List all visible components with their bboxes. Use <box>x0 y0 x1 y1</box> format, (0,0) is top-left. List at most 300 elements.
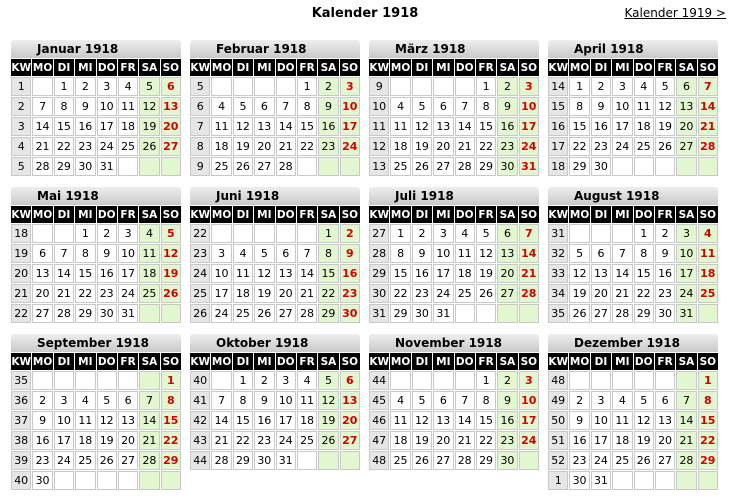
day-cell[interactable]: 28 <box>519 284 539 303</box>
day-cell[interactable]: 23 <box>569 451 589 470</box>
day-cell[interactable]: 8 <box>54 97 74 116</box>
day-cell[interactable]: 11 <box>634 97 654 116</box>
day-cell[interactable]: 17 <box>340 117 360 136</box>
day-cell[interactable]: 6 <box>591 244 611 263</box>
day-cell[interactable]: 21 <box>612 284 632 303</box>
day-cell[interactable]: 18 <box>297 411 317 430</box>
day-cell[interactable]: 30 <box>591 157 611 176</box>
day-cell[interactable]: 4 <box>233 244 253 263</box>
day-cell[interactable]: 10 <box>276 391 296 410</box>
day-cell[interactable]: 18 <box>233 284 253 303</box>
day-cell[interactable]: 21 <box>455 137 475 156</box>
day-cell[interactable]: 16 <box>497 117 517 136</box>
day-cell[interactable]: 10 <box>118 244 138 263</box>
day-cell[interactable]: 3 <box>676 224 696 243</box>
day-cell[interactable]: 20 <box>433 431 453 450</box>
day-cell[interactable]: 27 <box>433 157 453 176</box>
day-cell[interactable]: 20 <box>118 431 138 450</box>
day-cell[interactable]: 26 <box>569 304 589 323</box>
day-cell[interactable]: 5 <box>318 371 338 390</box>
day-cell[interactable]: 5 <box>161 224 181 243</box>
day-cell[interactable]: 19 <box>318 411 338 430</box>
day-cell[interactable]: 29 <box>233 451 253 470</box>
day-cell[interactable]: 5 <box>254 244 274 263</box>
day-cell[interactable]: 26 <box>161 284 181 303</box>
day-cell[interactable]: 24 <box>211 304 231 323</box>
day-cell[interactable]: 29 <box>476 157 496 176</box>
day-cell[interactable]: 22 <box>569 137 589 156</box>
day-cell[interactable]: 10 <box>612 97 632 116</box>
day-cell[interactable]: 2 <box>97 224 117 243</box>
day-cell[interactable]: 5 <box>476 224 496 243</box>
day-cell[interactable]: 28 <box>297 304 317 323</box>
day-cell[interactable]: 9 <box>412 244 432 263</box>
day-cell[interactable]: 14 <box>297 264 317 283</box>
day-cell[interactable]: 7 <box>297 244 317 263</box>
day-cell[interactable]: 23 <box>32 451 52 470</box>
day-cell[interactable]: 19 <box>476 264 496 283</box>
day-cell[interactable]: 16 <box>97 264 117 283</box>
day-cell[interactable]: 20 <box>254 137 274 156</box>
day-cell[interactable]: 14 <box>276 117 296 136</box>
day-cell[interactable]: 6 <box>655 391 675 410</box>
day-cell[interactable]: 15 <box>634 264 654 283</box>
day-cell[interactable]: 7 <box>32 97 52 116</box>
day-cell[interactable]: 11 <box>118 97 138 116</box>
day-cell[interactable]: 25 <box>634 137 654 156</box>
day-cell[interactable]: 23 <box>97 284 117 303</box>
day-cell[interactable]: 25 <box>390 451 410 470</box>
day-cell[interactable]: 18 <box>698 264 718 283</box>
day-cell[interactable]: 9 <box>340 244 360 263</box>
day-cell[interactable]: 7 <box>455 391 475 410</box>
day-cell[interactable]: 3 <box>612 77 632 96</box>
day-cell[interactable]: 9 <box>569 411 589 430</box>
day-cell[interactable]: 24 <box>118 284 138 303</box>
day-cell[interactable]: 22 <box>233 431 253 450</box>
day-cell[interactable]: 2 <box>318 77 338 96</box>
day-cell[interactable]: 15 <box>297 117 317 136</box>
day-cell[interactable]: 22 <box>476 137 496 156</box>
day-cell[interactable]: 15 <box>390 264 410 283</box>
day-cell[interactable]: 24 <box>519 137 539 156</box>
day-cell[interactable]: 9 <box>75 97 95 116</box>
day-cell[interactable]: 3 <box>519 371 539 390</box>
day-cell[interactable]: 10 <box>519 97 539 116</box>
day-cell[interactable]: 15 <box>476 411 496 430</box>
day-cell[interactable]: 21 <box>139 431 159 450</box>
day-cell[interactable]: 11 <box>139 244 159 263</box>
day-cell[interactable]: 31 <box>676 304 696 323</box>
day-cell[interactable]: 13 <box>676 97 696 116</box>
day-cell[interactable]: 13 <box>276 264 296 283</box>
day-cell[interactable]: 27 <box>161 137 181 156</box>
day-cell[interactable]: 8 <box>233 391 253 410</box>
day-cell[interactable]: 12 <box>634 411 654 430</box>
day-cell[interactable]: 14 <box>519 244 539 263</box>
day-cell[interactable]: 6 <box>276 244 296 263</box>
day-cell[interactable]: 14 <box>211 411 231 430</box>
day-cell[interactable]: 14 <box>455 117 475 136</box>
day-cell[interactable]: 11 <box>233 264 253 283</box>
day-cell[interactable]: 26 <box>139 137 159 156</box>
day-cell[interactable]: 30 <box>412 304 432 323</box>
day-cell[interactable]: 12 <box>254 264 274 283</box>
day-cell[interactable]: 9 <box>318 97 338 116</box>
day-cell[interactable]: 26 <box>655 137 675 156</box>
day-cell[interactable]: 27 <box>676 137 696 156</box>
day-cell[interactable]: 13 <box>161 97 181 116</box>
day-cell[interactable]: 21 <box>211 431 231 450</box>
day-cell[interactable]: 11 <box>211 117 231 136</box>
day-cell[interactable]: 10 <box>340 97 360 116</box>
day-cell[interactable]: 21 <box>519 264 539 283</box>
day-cell[interactable]: 26 <box>634 451 654 470</box>
day-cell[interactable]: 12 <box>569 264 589 283</box>
day-cell[interactable]: 16 <box>75 117 95 136</box>
day-cell[interactable]: 10 <box>676 244 696 263</box>
day-cell[interactable]: 24 <box>676 284 696 303</box>
day-cell[interactable]: 24 <box>340 137 360 156</box>
day-cell[interactable]: 21 <box>455 431 475 450</box>
day-cell[interactable]: 16 <box>254 411 274 430</box>
day-cell[interactable]: 19 <box>254 284 274 303</box>
day-cell[interactable]: 25 <box>612 451 632 470</box>
day-cell[interactable]: 17 <box>519 117 539 136</box>
day-cell[interactable]: 25 <box>698 284 718 303</box>
day-cell[interactable]: 13 <box>254 117 274 136</box>
day-cell[interactable]: 4 <box>634 77 654 96</box>
day-cell[interactable]: 27 <box>254 157 274 176</box>
day-cell[interactable]: 17 <box>591 431 611 450</box>
day-cell[interactable]: 25 <box>297 431 317 450</box>
day-cell[interactable]: 2 <box>569 391 589 410</box>
day-cell[interactable]: 14 <box>612 264 632 283</box>
day-cell[interactable]: 1 <box>318 224 338 243</box>
day-cell[interactable]: 11 <box>75 411 95 430</box>
day-cell[interactable]: 25 <box>233 304 253 323</box>
day-cell[interactable]: 10 <box>54 411 74 430</box>
day-cell[interactable]: 2 <box>412 224 432 243</box>
day-cell[interactable]: 8 <box>634 244 654 263</box>
day-cell[interactable]: 18 <box>612 431 632 450</box>
day-cell[interactable]: 4 <box>118 77 138 96</box>
day-cell[interactable]: 22 <box>476 431 496 450</box>
day-cell[interactable]: 8 <box>698 391 718 410</box>
day-cell[interactable]: 17 <box>276 411 296 430</box>
day-cell[interactable]: 22 <box>698 431 718 450</box>
day-cell[interactable]: 29 <box>54 157 74 176</box>
day-cell[interactable]: 4 <box>139 224 159 243</box>
day-cell[interactable]: 28 <box>698 137 718 156</box>
day-cell[interactable]: 9 <box>497 97 517 116</box>
day-cell[interactable]: 7 <box>54 244 74 263</box>
day-cell[interactable]: 23 <box>655 284 675 303</box>
day-cell[interactable]: 27 <box>591 304 611 323</box>
day-cell[interactable]: 15 <box>161 411 181 430</box>
day-cell[interactable]: 21 <box>276 137 296 156</box>
day-cell[interactable]: 27 <box>340 431 360 450</box>
day-cell[interactable]: 14 <box>698 97 718 116</box>
day-cell[interactable]: 7 <box>455 97 475 116</box>
day-cell[interactable]: 6 <box>497 224 517 243</box>
day-cell[interactable]: 30 <box>32 471 52 490</box>
day-cell[interactable]: 6 <box>340 371 360 390</box>
day-cell[interactable]: 13 <box>118 411 138 430</box>
day-cell[interactable]: 17 <box>612 117 632 136</box>
day-cell[interactable]: 1 <box>75 224 95 243</box>
day-cell[interactable]: 6 <box>433 97 453 116</box>
day-cell[interactable]: 20 <box>276 284 296 303</box>
day-cell[interactable]: 4 <box>390 391 410 410</box>
day-cell[interactable]: 9 <box>97 244 117 263</box>
day-cell[interactable]: 19 <box>569 284 589 303</box>
day-cell[interactable]: 7 <box>139 391 159 410</box>
day-cell[interactable]: 23 <box>340 284 360 303</box>
day-cell[interactable]: 20 <box>433 137 453 156</box>
day-cell[interactable]: 3 <box>211 244 231 263</box>
day-cell[interactable]: 3 <box>54 391 74 410</box>
day-cell[interactable]: 15 <box>476 117 496 136</box>
day-cell[interactable]: 13 <box>655 411 675 430</box>
day-cell[interactable]: 28 <box>276 157 296 176</box>
day-cell[interactable]: 9 <box>497 391 517 410</box>
day-cell[interactable]: 5 <box>569 244 589 263</box>
day-cell[interactable]: 18 <box>390 137 410 156</box>
day-cell[interactable]: 19 <box>634 431 654 450</box>
day-cell[interactable]: 12 <box>97 411 117 430</box>
day-cell[interactable]: 30 <box>497 451 517 470</box>
day-cell[interactable]: 23 <box>412 284 432 303</box>
day-cell[interactable]: 12 <box>161 244 181 263</box>
day-cell[interactable]: 18 <box>455 264 475 283</box>
day-cell[interactable]: 11 <box>698 244 718 263</box>
day-cell[interactable]: 21 <box>297 284 317 303</box>
day-cell[interactable]: 8 <box>297 97 317 116</box>
day-cell[interactable]: 8 <box>161 391 181 410</box>
day-cell[interactable]: 15 <box>569 117 589 136</box>
day-cell[interactable]: 29 <box>476 451 496 470</box>
day-cell[interactable]: 24 <box>54 451 74 470</box>
day-cell[interactable]: 12 <box>655 97 675 116</box>
day-cell[interactable]: 3 <box>118 224 138 243</box>
day-cell[interactable]: 17 <box>211 284 231 303</box>
day-cell[interactable]: 22 <box>75 284 95 303</box>
day-cell[interactable]: 28 <box>139 451 159 470</box>
day-cell[interactable]: 29 <box>390 304 410 323</box>
day-cell[interactable]: 20 <box>655 431 675 450</box>
day-cell[interactable]: 12 <box>233 117 253 136</box>
day-cell[interactable]: 3 <box>433 224 453 243</box>
day-cell[interactable]: 28 <box>676 451 696 470</box>
day-cell[interactable]: 19 <box>412 137 432 156</box>
day-cell[interactable]: 7 <box>698 77 718 96</box>
day-cell[interactable]: 27 <box>655 451 675 470</box>
day-cell[interactable]: 19 <box>655 117 675 136</box>
day-cell[interactable]: 25 <box>75 451 95 470</box>
day-cell[interactable]: 21 <box>54 284 74 303</box>
day-cell[interactable]: 27 <box>497 284 517 303</box>
day-cell[interactable]: 10 <box>519 391 539 410</box>
day-cell[interactable]: 16 <box>318 117 338 136</box>
day-cell[interactable]: 16 <box>412 264 432 283</box>
day-cell[interactable]: 1 <box>233 371 253 390</box>
day-cell[interactable]: 24 <box>97 137 117 156</box>
day-cell[interactable]: 1 <box>54 77 74 96</box>
day-cell[interactable]: 20 <box>32 284 52 303</box>
day-cell[interactable]: 25 <box>211 157 231 176</box>
day-cell[interactable]: 16 <box>497 411 517 430</box>
day-cell[interactable]: 16 <box>569 431 589 450</box>
day-cell[interactable]: 20 <box>161 117 181 136</box>
day-cell[interactable]: 30 <box>254 451 274 470</box>
day-cell[interactable]: 5 <box>655 77 675 96</box>
day-cell[interactable]: 27 <box>118 451 138 470</box>
day-cell[interactable]: 18 <box>211 137 231 156</box>
day-cell[interactable]: 23 <box>497 137 517 156</box>
day-cell[interactable]: 25 <box>390 157 410 176</box>
day-cell[interactable]: 10 <box>433 244 453 263</box>
day-cell[interactable]: 4 <box>211 97 231 116</box>
day-cell[interactable]: 28 <box>211 451 231 470</box>
day-cell[interactable]: 24 <box>612 137 632 156</box>
day-cell[interactable]: 9 <box>32 411 52 430</box>
day-cell[interactable]: 28 <box>455 157 475 176</box>
day-cell[interactable]: 14 <box>32 117 52 136</box>
day-cell[interactable]: 26 <box>233 157 253 176</box>
day-cell[interactable]: 13 <box>32 264 52 283</box>
day-cell[interactable]: 24 <box>276 431 296 450</box>
day-cell[interactable]: 8 <box>390 244 410 263</box>
day-cell[interactable]: 30 <box>75 157 95 176</box>
day-cell[interactable]: 15 <box>75 264 95 283</box>
day-cell[interactable]: 19 <box>161 264 181 283</box>
day-cell[interactable]: 27 <box>276 304 296 323</box>
day-cell[interactable]: 10 <box>97 97 117 116</box>
day-cell[interactable]: 9 <box>254 391 274 410</box>
day-cell[interactable]: 24 <box>591 451 611 470</box>
day-cell[interactable]: 29 <box>75 304 95 323</box>
day-cell[interactable]: 31 <box>97 157 117 176</box>
day-cell[interactable]: 6 <box>254 97 274 116</box>
day-cell[interactable]: 26 <box>318 431 338 450</box>
day-cell[interactable]: 4 <box>297 371 317 390</box>
day-cell[interactable]: 16 <box>340 264 360 283</box>
day-cell[interactable]: 5 <box>412 97 432 116</box>
day-cell[interactable]: 12 <box>318 391 338 410</box>
day-cell[interactable]: 15 <box>233 411 253 430</box>
day-cell[interactable]: 22 <box>297 137 317 156</box>
day-cell[interactable]: 10 <box>591 411 611 430</box>
day-cell[interactable]: 21 <box>698 117 718 136</box>
day-cell[interactable]: 12 <box>412 117 432 136</box>
day-cell[interactable]: 19 <box>139 117 159 136</box>
day-cell[interactable]: 26 <box>254 304 274 323</box>
day-cell[interactable]: 14 <box>676 411 696 430</box>
day-cell[interactable]: 1 <box>476 77 496 96</box>
day-cell[interactable]: 16 <box>32 431 52 450</box>
day-cell[interactable]: 13 <box>497 244 517 263</box>
day-cell[interactable]: 3 <box>340 77 360 96</box>
day-cell[interactable]: 4 <box>612 391 632 410</box>
day-cell[interactable]: 22 <box>54 137 74 156</box>
day-cell[interactable]: 5 <box>412 391 432 410</box>
day-cell[interactable]: 3 <box>591 391 611 410</box>
day-cell[interactable]: 28 <box>54 304 74 323</box>
day-cell[interactable]: 2 <box>591 77 611 96</box>
day-cell[interactable]: 1 <box>161 371 181 390</box>
day-cell[interactable]: 30 <box>497 157 517 176</box>
day-cell[interactable]: 26 <box>476 284 496 303</box>
day-cell[interactable]: 31 <box>519 157 539 176</box>
day-cell[interactable]: 11 <box>612 411 632 430</box>
day-cell[interactable]: 17 <box>54 431 74 450</box>
day-cell[interactable]: 18 <box>75 431 95 450</box>
day-cell[interactable]: 12 <box>476 244 496 263</box>
day-cell[interactable]: 20 <box>676 117 696 136</box>
day-cell[interactable]: 18 <box>139 264 159 283</box>
day-cell[interactable]: 27 <box>32 304 52 323</box>
day-cell[interactable]: 4 <box>390 97 410 116</box>
day-cell[interactable]: 7 <box>211 391 231 410</box>
day-cell[interactable]: 3 <box>276 371 296 390</box>
day-cell[interactable]: 29 <box>634 304 654 323</box>
day-cell[interactable]: 25 <box>455 284 475 303</box>
day-cell[interactable]: 8 <box>476 391 496 410</box>
day-cell[interactable]: 15 <box>318 264 338 283</box>
day-cell[interactable]: 24 <box>433 284 453 303</box>
day-cell[interactable]: 2 <box>254 371 274 390</box>
day-cell[interactable]: 22 <box>161 431 181 450</box>
day-cell[interactable]: 29 <box>318 304 338 323</box>
day-cell[interactable]: 9 <box>655 244 675 263</box>
day-cell[interactable]: 2 <box>497 77 517 96</box>
day-cell[interactable]: 6 <box>676 77 696 96</box>
day-cell[interactable]: 18 <box>118 117 138 136</box>
day-cell[interactable]: 1 <box>698 371 718 390</box>
day-cell[interactable]: 31 <box>433 304 453 323</box>
day-cell[interactable]: 11 <box>455 244 475 263</box>
day-cell[interactable]: 30 <box>655 304 675 323</box>
day-cell[interactable]: 17 <box>118 264 138 283</box>
day-cell[interactable]: 18 <box>390 431 410 450</box>
day-cell[interactable]: 23 <box>318 137 338 156</box>
day-cell[interactable]: 13 <box>433 117 453 136</box>
day-cell[interactable]: 19 <box>97 431 117 450</box>
day-cell[interactable]: 5 <box>97 391 117 410</box>
day-cell[interactable]: 6 <box>433 391 453 410</box>
day-cell[interactable]: 6 <box>32 244 52 263</box>
day-cell[interactable]: 17 <box>676 264 696 283</box>
day-cell[interactable]: 8 <box>75 244 95 263</box>
day-cell[interactable]: 31 <box>276 451 296 470</box>
day-cell[interactable]: 31 <box>591 471 611 490</box>
day-cell[interactable]: 23 <box>591 137 611 156</box>
day-cell[interactable]: 30 <box>340 304 360 323</box>
day-cell[interactable]: 28 <box>32 157 52 176</box>
day-cell[interactable]: 11 <box>297 391 317 410</box>
day-cell[interactable]: 23 <box>497 431 517 450</box>
day-cell[interactable]: 26 <box>412 451 432 470</box>
day-cell[interactable]: 6 <box>161 77 181 96</box>
day-cell[interactable]: 2 <box>655 224 675 243</box>
day-cell[interactable]: 24 <box>519 431 539 450</box>
day-cell[interactable]: 26 <box>97 451 117 470</box>
day-cell[interactable]: 27 <box>433 451 453 470</box>
day-cell[interactable]: 19 <box>233 137 253 156</box>
day-cell[interactable]: 26 <box>412 157 432 176</box>
day-cell[interactable]: 5 <box>139 77 159 96</box>
